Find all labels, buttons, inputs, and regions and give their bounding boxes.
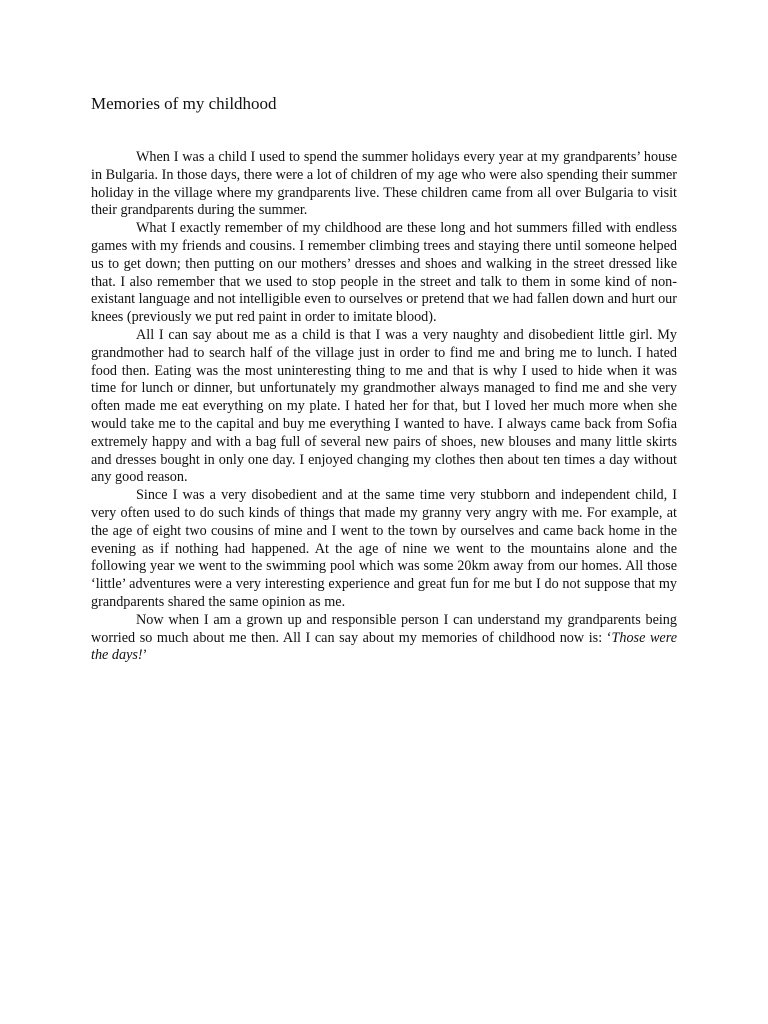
paragraph-5	[91, 612, 677, 665]
paragraph-1: When I was a child I used to spend the summer holidays every year at my grandparents’ house in Bulgaria. In those days, there were a lot of children of my age who were also spending their summer holiday in the village where my grandparents live. These children came from all over Bulgaria to visit their grandparents during the summer.	[91, 149, 677, 219]
paragraph-2: What I exactly remember of my childhood are these long and hot summers filled with endless games with my friends and cousins. I remember climbing trees and staying there until someone helped us to get down; then putting on our mothers’ dresses and shoes and walking in the street dressed like that. I also remember that we used to stop people in the street and talk to them in some kind of non-existant language and not intelligible even to ourselves or pretend that we had fallen down and hurt our knees (previously we put red paint in order to imitate blood).	[91, 220, 677, 326]
quote-open-mark: ‘	[606, 629, 612, 646]
document-title: Memories of my childhood	[91, 94, 277, 113]
paragraph-4: Since I was a very disobedient and at the same time very stubborn and independent child, I very often used to do such kinds of things that made my granny very angry with me. For example, at the age of eight two cousins of mine and I went to the town by ourselves and came back home in the evening as if nothing had happened. At the age of nine we went to the mountains alone and the following year we went to the swimming pool which was some 20km away from our homes. All those ‘little’ adventures were a very interesting experience and great fun for me but I do not suppose that my grandparents shared the same opinion as me.	[91, 487, 677, 610]
paragraph-5-text: Now when I am a grown up and responsible person I can understand my grandparents being worried so much about me then. All I can say about my memories of childhood now is:	[91, 611, 677, 646]
quote-close-mark: ’	[142, 647, 148, 664]
paragraph-3: All I can say about me as a child is that I was a very naughty and disobedient little girl. My grandmother had to search half of the village just in order to find me and bring me to lunch. I hated food then. Eating was the most uninteresting thing to me and that is why I used to hide when it was time for lunch or dinner, but unfortunately my grandmother always managed to find me and she very often made me eat everything on my plate. I hated her for that, but I loved her much more when she would take me to the capital and buy me everything I wanted to have. I always came back from Sofia extremely happy and with a bag full of several new pairs of shoes, new blouses and many little skirts and dresses bought in only one day. I enjoyed changing my clothes then about ten times a day without any good reason.	[91, 326, 677, 486]
document-body	[91, 149, 677, 665]
closing-quote: Those were the days!	[91, 629, 678, 664]
